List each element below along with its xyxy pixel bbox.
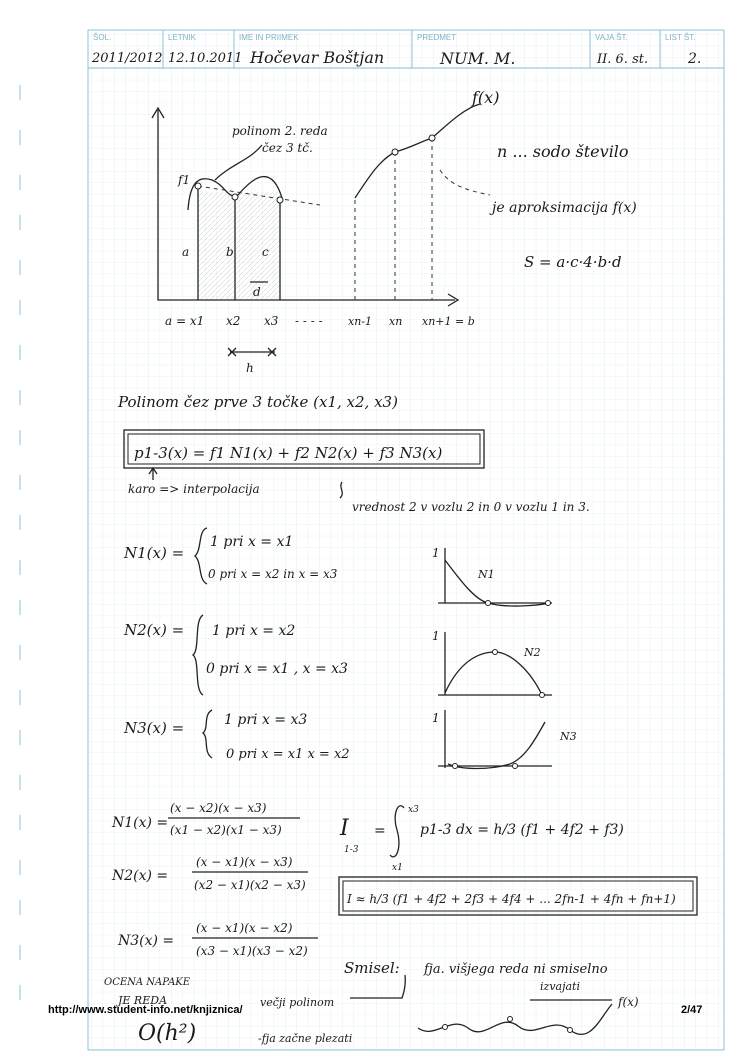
box-formula: p1-3(x) = f1 N1(x) + f2 N2(x) + f3 N3(x) (134, 444, 443, 462)
integral-sub: 1-3 (344, 845, 359, 855)
smisel-label: Smisel: (344, 959, 400, 977)
frac-n2-num: (x − x1)(x − x3) (196, 855, 293, 869)
n2-row2: 0 pri x = x1 , x = x3 (206, 661, 348, 677)
integral-expr: p1-3 dx = h/3 (f1 + 4f2 + f3) (420, 822, 624, 838)
simpson-formula: I ≈ h/3 (f1 + 4f2 + 2f3 + 4f4 + ... 2fn-1 + 4fn + fn+1) (347, 892, 676, 906)
note-s-formula: S = a·c·4·b·d (524, 253, 622, 271)
c-label: c (262, 245, 269, 259)
tick-x3: x3 (264, 314, 279, 328)
n2-row1: 1 pri x = x2 (212, 623, 296, 639)
d-label: d (253, 285, 261, 299)
integral-upper: x3 (408, 805, 419, 815)
h-label: h (246, 361, 254, 375)
polinom-title: Polinom čez prve 3 točke (x1, x2, x3) (118, 393, 398, 411)
vrednost-text: vrednost 2 v vozlu 2 in 0 v vozlu 1 in 3. (352, 500, 590, 514)
ocena-big: O(h²) (138, 1021, 197, 1046)
n3-graph-one: 1 (432, 711, 440, 725)
polinom-label-2: čez 3 tč. (262, 141, 313, 155)
frac-n3-num: (x − x1)(x − x2) (196, 921, 293, 935)
tick-x2: x2 (226, 314, 241, 328)
n2-graph-one: 1 (432, 629, 440, 643)
karo-text: karo => interpolacija (128, 482, 260, 496)
note-n-sodo: n ... sodo število (497, 142, 629, 161)
tick-a: a = x1 (165, 314, 205, 328)
frac-n1-lhs: N1(x) = (112, 815, 169, 831)
frac-n2-den: (x2 − x1)(x2 − x3) (194, 878, 306, 892)
header-date: 12.10.2011 (168, 51, 243, 66)
f1-label: f1 (178, 173, 191, 187)
n1-graph-label: N1 (478, 568, 495, 581)
header-label-kol: ŠOL. (93, 33, 112, 42)
frac-n1-num: (x − x2)(x − x3) (170, 801, 267, 815)
svg-text:=: = (374, 823, 386, 839)
tick-dashes: - - - - (295, 314, 323, 328)
n3-row2: 0 pri x = x1 x = x2 (226, 747, 350, 762)
polinom-label-1: polinom 2. reda (232, 124, 328, 138)
footer-url-link[interactable]: http://www.student-info.net/knjiznica/ (48, 1004, 243, 1016)
header-exercise: II. 6. st. (597, 52, 649, 67)
header-subject: NUM. M. (440, 49, 516, 68)
n1-row2: 0 pri x = x2 in x = x3 (208, 567, 338, 581)
header-label-predmet: PREDMET (417, 33, 457, 42)
n1-graph-one: 1 (432, 546, 440, 560)
integral-lower: x1 (392, 863, 403, 873)
smisel-line2: izvajati (540, 980, 580, 993)
a-label: a (182, 245, 190, 259)
bottom-fx: f(x) (618, 995, 639, 1009)
frac-n1-den: (x1 − x2)(x1 − x3) (170, 823, 282, 837)
tick-xn+1: xn+1 = b (422, 315, 475, 328)
header-year: 2011/2012 (92, 51, 163, 66)
ocena-line2: JE REDA (118, 994, 168, 1007)
smisel-line1: fja. višjega reda ni smiselno (424, 962, 608, 977)
n1-row1: 1 pri x = x1 (210, 534, 294, 550)
header-label-letnik: LETNIK (168, 33, 197, 42)
n2-graph-label: N2 (524, 646, 541, 659)
n1-lhs: N1(x) = (124, 544, 185, 562)
header-label-list: LIST ŠT. (665, 33, 696, 42)
header-label-vaja: VAJA ŠT. (595, 33, 628, 42)
header-name: Hočevar Boštjan (250, 48, 385, 67)
n3-row1: 1 pri x = x3 (224, 712, 308, 728)
note-aproks: je aproksimacija f(x) (492, 200, 637, 216)
frac-n3-lhs: N3(x) = (118, 933, 175, 949)
n3-lhs: N3(x) = (124, 719, 185, 737)
header-label-ime: IME IN PRIIMEK (239, 33, 299, 42)
n3-graph-label: N3 (560, 730, 577, 743)
tick-xn: xn (389, 315, 403, 328)
ocena-line1: OCENA NAPAKE (104, 977, 191, 988)
tick-xn-1: xn-1 (348, 315, 373, 328)
frac-n2-lhs: N2(x) = (112, 868, 169, 884)
footer-page-number: 2/47 (681, 1004, 703, 1016)
n2-lhs: N2(x) = (124, 621, 185, 639)
header-sheet: 2. (688, 51, 702, 67)
fx-label: f(x) (472, 88, 500, 107)
bottom-zacne: -fja začne plezati (258, 1032, 353, 1045)
frac-n3-den: (x3 − x1)(x3 − x2) (196, 944, 308, 958)
b-label: b (226, 245, 234, 259)
bottom-visji: večji polinom (260, 996, 335, 1009)
integral-lhs: I (340, 816, 349, 841)
